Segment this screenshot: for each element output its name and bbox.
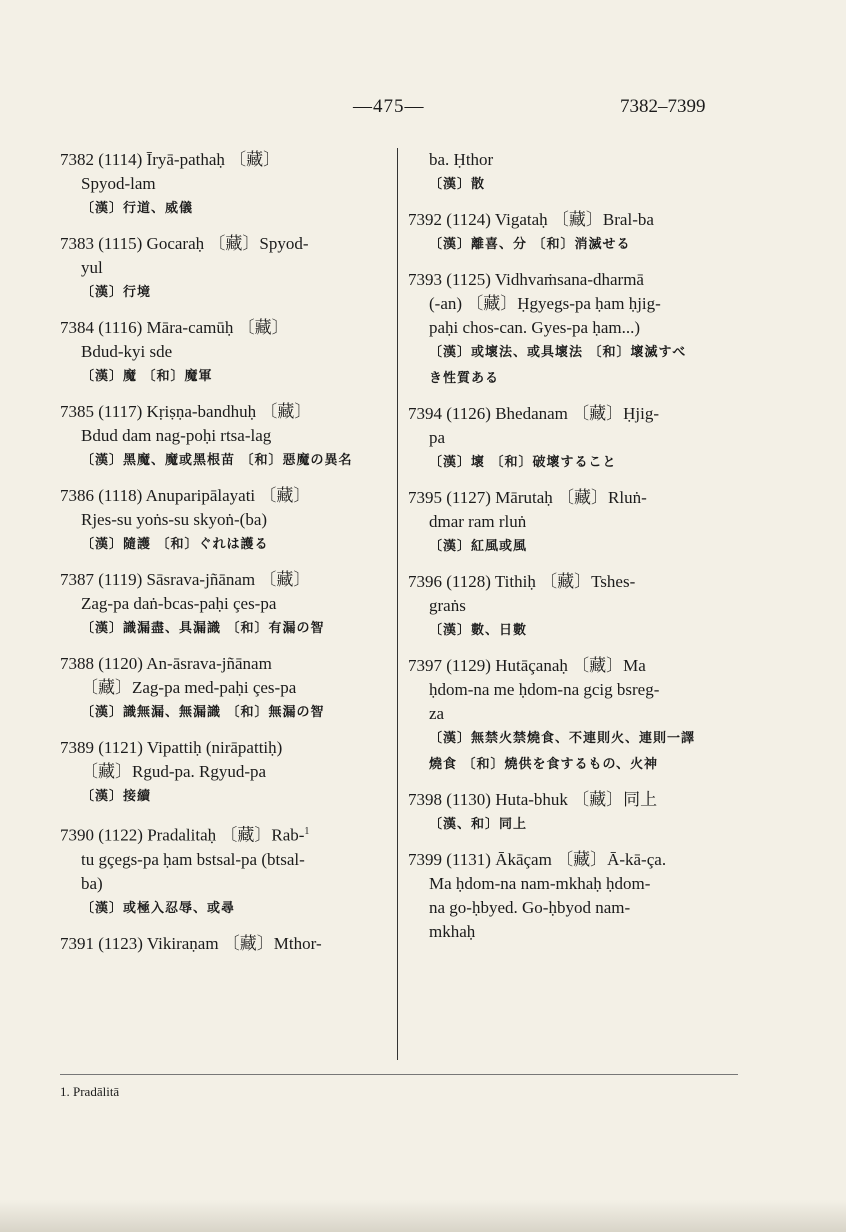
entry-continuation: Zag-pa daṅ-bcas-paḥi çes-pa (81, 594, 277, 613)
entry-gloss: 〔漢〕接續 (81, 789, 152, 804)
dictionary-entry (408, 402, 738, 476)
dictionary-entry (60, 568, 388, 642)
entry-gloss: 〔漢、和〕同上 (429, 817, 528, 832)
footnote-marker: 1 (304, 826, 310, 837)
entry-gloss: 〔漢〕或壞法、或具壞法 〔和〕壞滅すべ (429, 345, 687, 360)
footnote: 1. Pradālitā (60, 1084, 120, 1099)
entry-continuation: na go-ḥbyed. Go-ḥbyod nam- (429, 898, 631, 917)
entry-headword: 7388 (1120) An-āsrava-jñānam (60, 654, 272, 673)
entry-continuation: Rjes-su yoṅs-su skyoṅ-(ba) (81, 510, 268, 529)
entry-range: 7382–7399 (620, 96, 706, 117)
dictionary-entry (60, 232, 388, 306)
entry-headword: 7382 (1114) Īryā-pathaḥ 〔藏〕 (60, 150, 281, 169)
entry-continuation: pa (429, 428, 446, 447)
entry-continuation: (-an) 〔藏〕Ḥgyegs-pa ḥam ḥjig- (429, 294, 661, 313)
entry-headword: 7383 (1115) Gocaraḥ 〔藏〕Spyod- (60, 234, 309, 253)
entry-gloss: 〔漢〕行境 (81, 285, 152, 300)
dictionary-entry (408, 654, 738, 778)
entry-continuation: Bdud-kyi sde (81, 342, 173, 361)
entry-headword: 7399 (1131) Ākāçam 〔藏〕Ā-kā-ça. (408, 850, 667, 869)
entry-continuation: za (429, 704, 445, 723)
right-column (408, 148, 738, 954)
dictionary-entry (60, 148, 388, 222)
entry-headword: 7385 (1117) Kṛiṣṇa-bandhuḥ 〔藏〕 (60, 402, 312, 421)
dictionary-entry (60, 932, 388, 956)
entry-gloss: 〔漢〕無禁火禁燒食、不連則火、連則一譯 (429, 731, 696, 746)
entry-continuation: yul (81, 258, 103, 277)
dictionary-entry (408, 788, 738, 838)
entry-headword: 7389 (1121) Vipattiḥ (nirāpattiḥ) (60, 738, 283, 757)
entry-continuation: 〔藏〕Zag-pa med-paḥi çes-pa (81, 678, 297, 697)
dictionary-entry (408, 208, 738, 258)
entry-headword: 7397 (1129) Hutāçanaḥ 〔藏〕Ma (408, 656, 646, 675)
dictionary-entry (408, 148, 738, 198)
footnote-divider (60, 1074, 738, 1075)
dictionary-entry (408, 570, 738, 644)
dictionary-entry (408, 848, 738, 944)
entry-continuation: Spyod-lam (81, 174, 156, 193)
entry-headword: 7391 (1123) Vikiraṇam 〔藏〕Mthor- (60, 933, 322, 953)
entry-continuation: ḥdom-na me ḥdom-na gcig bsreg- (429, 680, 660, 699)
entry-continuation: Bdud dam nag-poḥi rtsa-lag (81, 426, 272, 445)
entry-gloss: 〔漢〕壞 〔和〕破壞すること (429, 455, 617, 470)
dictionary-entry (60, 400, 388, 474)
entry-gloss: 〔漢〕行道、威儀 (81, 201, 194, 216)
entry-continuation: mkhaḥ (429, 922, 476, 941)
entry-continuation: dmar ram rluṅ (429, 512, 527, 531)
entry-continuation: 〔藏〕Rgud-pa. Rgyud-pa (81, 762, 267, 781)
entry-gloss: 〔漢〕數、日數 (429, 623, 528, 638)
left-column (60, 148, 388, 966)
dictionary-entry (408, 486, 738, 560)
scan-edge (0, 1200, 846, 1232)
dictionary-entry (60, 736, 388, 810)
entry-gloss: 〔漢〕魔 〔和〕魔軍 (81, 369, 213, 384)
entry-headword: 7384 (1116) Māra-camūḥ 〔藏〕 (60, 318, 289, 337)
entry-continuation: ba) (81, 873, 103, 893)
entry-headword: 7390 (1122) Pradalitaḥ 〔藏〕Rab-$^1$ (60, 825, 310, 845)
entry-gloss: 〔漢〕隨護 〔和〕ぐれは護る (81, 537, 269, 552)
entry-gloss: 〔漢〕紅風或風 (429, 539, 528, 554)
entry-headword: 7398 (1130) Huta-bhuk 〔藏〕同上 (408, 790, 658, 809)
entry-continuation: Ma ḥdom-na nam-mkhaḥ ḥdom- (429, 874, 651, 893)
column-divider (397, 148, 398, 1060)
entry-continuation: paḥi chos-can. Gyes-pa ḥam...) (429, 318, 641, 337)
page-number: —475— (353, 96, 425, 117)
entry-gloss: 燒食 〔和〕燒供を食するもの、火神 (429, 757, 659, 772)
dictionary-entry (60, 484, 388, 558)
dictionary-entry (60, 316, 388, 390)
entry-gloss: 〔漢〕或極入忍辱、或尋 (81, 900, 236, 916)
dictionary-entry (60, 652, 388, 726)
entry-headword: 7392 (1124) Vigataḥ 〔藏〕Bral-ba (408, 210, 654, 229)
entry-gloss: 〔漢〕識漏盡、具漏識 〔和〕有漏の智 (81, 621, 325, 636)
dictionary-entry (60, 820, 388, 922)
entry-gloss: き性質ある (429, 371, 500, 386)
entry-headword: 7387 (1119) Sāsrava-jñānam 〔藏〕 (60, 570, 311, 589)
entry-gloss: 〔漢〕黑魔、魔或黑根苗 〔和〕惡魔の異名 (81, 453, 353, 468)
entry-headword: 7386 (1118) Anuparipālayati 〔藏〕 (60, 486, 311, 505)
entry-gloss: 〔漢〕識無漏、無漏識 〔和〕無漏の智 (81, 705, 325, 720)
entry-gloss: 〔漢〕離喜、分 〔和〕消滅せる (429, 237, 631, 252)
entry-gloss: 〔漢〕散 (429, 177, 486, 192)
entry-continuation: ba. Ḥthor (429, 150, 494, 169)
entry-headword: 7396 (1128) Tithiḥ 〔藏〕Tshes- (408, 572, 636, 591)
entry-continuation: graṅs (429, 596, 466, 615)
entry-headword: 7395 (1127) Mārutaḥ 〔藏〕Rluṅ- (408, 488, 647, 507)
dictionary-entry (408, 268, 738, 392)
entry-headword: 7394 (1126) Bhedanam 〔藏〕Ḥjig- (408, 404, 660, 423)
entry-continuation: tu gçegs-pa ḥam bstsal-pa (btsal- (81, 849, 305, 869)
entry-headword: 7393 (1125) Vidhvaṁsana-dharmā (408, 270, 644, 289)
